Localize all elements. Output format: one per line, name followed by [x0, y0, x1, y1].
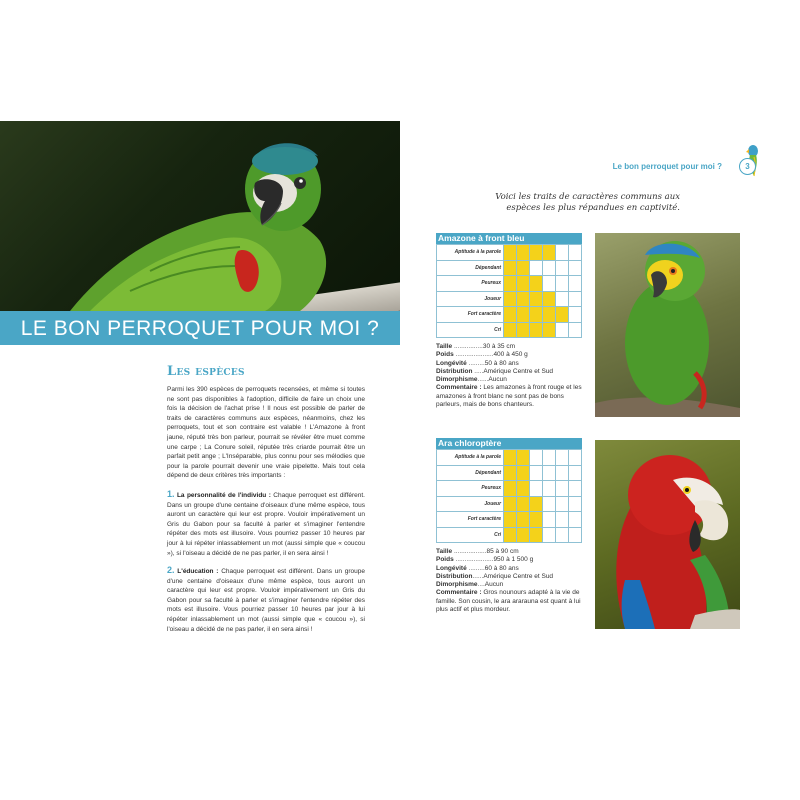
trait-level-cell	[556, 512, 569, 528]
trait-level-cell	[568, 527, 581, 543]
fact-line	[436, 565, 582, 573]
comment-key: Commentaire :	[436, 384, 482, 392]
trait-level-cell	[556, 450, 569, 466]
fact-dots: .....	[472, 367, 484, 375]
trait-level-cell	[504, 512, 517, 528]
trait-level-cell	[530, 527, 543, 543]
trait-row	[437, 291, 582, 307]
trait-level-cell	[517, 307, 530, 323]
criterion-number: 2.	[167, 565, 175, 575]
trait-row	[437, 260, 582, 276]
trait-label: Dépendant	[437, 260, 504, 276]
trait-label: Aptitude à la parole	[437, 245, 504, 261]
fact-value: 950 à 1 500 g	[493, 556, 534, 564]
trait-level-cell	[568, 276, 581, 292]
species-name: Amazone à front bleu	[436, 233, 582, 244]
trait-level-cell	[504, 481, 517, 497]
trait-level-cell	[517, 260, 530, 276]
trait-level-cell	[556, 307, 569, 323]
trait-label: Joueur	[437, 496, 504, 512]
trait-level-cell	[543, 322, 556, 338]
criterion-2	[167, 566, 365, 634]
trait-level-cell	[517, 527, 530, 543]
fact-key: Taille	[436, 548, 453, 555]
section-title: Les espèces	[167, 364, 245, 379]
fact-comment	[436, 589, 582, 614]
trait-row	[437, 527, 582, 543]
trait-row	[437, 450, 582, 466]
fact-dots: .....................	[453, 351, 494, 359]
intro-paragraph	[167, 385, 365, 481]
criterion-number: 1.	[167, 489, 175, 499]
trait-level-cell	[517, 496, 530, 512]
fact-key: Dimorphisme	[436, 376, 478, 384]
criterion-1	[167, 490, 365, 558]
criterion-lead: L'éducation :	[177, 568, 219, 575]
fact-line	[436, 548, 582, 556]
trait-level-cell	[556, 291, 569, 307]
page-number: 3	[739, 158, 756, 175]
species-facts	[436, 343, 582, 409]
trait-level-cell	[517, 291, 530, 307]
photo-ara	[595, 440, 740, 629]
fact-line	[436, 351, 582, 359]
fact-key: Dimorphisme	[436, 581, 478, 589]
trait-label: Peureux	[437, 276, 504, 292]
fact-line	[436, 368, 582, 376]
species-name: Ara chloroptère	[436, 438, 582, 449]
fact-value: 85 à 90 cm	[486, 548, 519, 555]
trait-level-cell	[517, 450, 530, 466]
trait-level-cell	[543, 276, 556, 292]
trait-level-cell	[504, 245, 517, 261]
hero-photo-parrot	[0, 121, 400, 311]
trait-level-cell	[556, 481, 569, 497]
trait-label: Fort caractère	[437, 512, 504, 528]
trait-level-cell	[504, 291, 517, 307]
trait-label: Cri	[437, 322, 504, 338]
trait-label: Fort caractère	[437, 307, 504, 323]
trait-level-cell	[543, 512, 556, 528]
fact-key: Poids	[436, 556, 454, 564]
trait-level-cell	[543, 245, 556, 261]
fact-line	[436, 343, 582, 351]
fact-key: Taille	[436, 343, 453, 350]
trait-label: Aptitude à la parole	[437, 450, 504, 466]
species-card-amazone	[436, 233, 582, 409]
fact-line	[436, 360, 582, 368]
trait-level-cell	[504, 276, 517, 292]
trait-row	[437, 496, 582, 512]
trait-level-cell	[517, 465, 530, 481]
trait-level-cell	[556, 245, 569, 261]
left-page	[0, 121, 400, 644]
trait-level-cell	[543, 260, 556, 276]
trait-level-cell	[543, 481, 556, 497]
trait-level-cell	[543, 527, 556, 543]
trait-level-cell	[530, 276, 543, 292]
trait-level-cell	[568, 450, 581, 466]
fact-dots: ....	[477, 581, 485, 589]
trait-level-cell	[504, 527, 517, 543]
trait-row	[437, 245, 582, 261]
trait-level-cell	[517, 481, 530, 497]
trait-level-cell	[517, 512, 530, 528]
trait-level-cell	[556, 322, 569, 338]
fact-dots: ......	[472, 572, 484, 580]
trait-level-cell	[530, 322, 543, 338]
trait-level-cell	[568, 496, 581, 512]
fact-value: 400 à 450 g	[493, 351, 528, 359]
species-card-ara	[436, 438, 582, 614]
trait-level-cell	[568, 245, 581, 261]
trait-level-cell	[504, 465, 517, 481]
trait-level-cell	[543, 291, 556, 307]
trait-level-cell	[530, 481, 543, 497]
fact-dots: .........	[466, 359, 485, 367]
criterion-text: Chaque perroquet est différent. Dans un groupe d'une centaine d'oiseaux d'une même espèce, tous auront un caractère qui leur est propre. Vouloir impérativement un Gris du Gabon pour sa faculté à parler et s'imaginer l'entendre répéter des mots est illusoire. Vous pourriez passer 10 heures par jour à lui répéter inlassablement un mot (aussi simple que « coucou »), si l'oiseau a décidé de ne pas parler, il en sera ainsi !	[167, 568, 365, 633]
trait-level-cell	[504, 322, 517, 338]
comment-text: Gros nounours adapté à la vie de famille. Son cousin, le ara ararauna est quant à lui plus actif et plus mordeur.	[436, 589, 581, 614]
fact-dots: .........	[466, 564, 485, 572]
page-title: LE BON PERROQUET POUR MOI ?	[20, 317, 380, 340]
trait-level-cell	[568, 260, 581, 276]
fact-value: Aucun	[484, 581, 504, 589]
trait-row	[437, 512, 582, 528]
trait-level-cell	[556, 465, 569, 481]
trait-label: Dépendant	[437, 465, 504, 481]
trait-level-cell	[517, 276, 530, 292]
trait-level-cell	[568, 307, 581, 323]
trait-level-cell	[543, 450, 556, 466]
fact-key: Longévité	[436, 359, 467, 367]
trait-level-cell	[543, 307, 556, 323]
trait-row	[437, 465, 582, 481]
trait-label: Cri	[437, 527, 504, 543]
fact-line	[436, 376, 582, 384]
trait-level-cell	[556, 260, 569, 276]
trait-row	[437, 276, 582, 292]
fact-value: Amérique Centre et Sud	[483, 367, 554, 375]
fact-key: Longévité	[436, 564, 467, 572]
trait-label: Peureux	[437, 481, 504, 497]
trait-level-cell	[568, 322, 581, 338]
fact-comment	[436, 384, 582, 409]
fact-dots: ......	[477, 376, 489, 384]
trait-level-cell	[556, 496, 569, 512]
fact-key: Distribution	[436, 367, 473, 375]
title-band	[0, 311, 400, 345]
trait-level-cell	[504, 307, 517, 323]
running-head: Le bon perroquet pour moi ?	[612, 162, 722, 171]
trait-row	[437, 481, 582, 497]
trait-table	[436, 244, 582, 338]
fact-key: Poids	[436, 351, 454, 359]
trait-level-cell	[504, 496, 517, 512]
trait-row	[437, 307, 582, 323]
trait-level-cell	[530, 260, 543, 276]
species-facts	[436, 548, 582, 614]
trait-level-cell	[530, 291, 543, 307]
trait-level-cell	[530, 307, 543, 323]
fact-value: Amérique Centre et Sud	[483, 572, 554, 580]
trait-level-cell	[530, 245, 543, 261]
trait-level-cell	[530, 450, 543, 466]
trait-level-cell	[568, 291, 581, 307]
trait-level-cell	[543, 465, 556, 481]
intro-text: Voici les traits de caractères communs aux espèces les plus répandues en captivité.	[495, 192, 680, 213]
fact-key: Distribution	[436, 572, 473, 580]
right-page	[400, 121, 800, 644]
fact-value: 50 à 80 ans	[484, 359, 519, 367]
fact-line	[436, 581, 582, 589]
trait-level-cell	[556, 527, 569, 543]
fact-dots: .....................	[453, 556, 494, 564]
trait-row	[437, 322, 582, 338]
fact-value: 30 à 35 cm	[482, 343, 516, 350]
fact-dots: ................	[452, 343, 483, 350]
trait-level-cell	[530, 512, 543, 528]
paragraph-text: Parmi les 390 espèces de perroquets recensées, et même si toutes ne sont pas disponibles à l'adoption, difficile de faire un choix une fois la décision de l'achat prise ! Il nous est possible de parler de traits de caractères communs aux espèces, néanmoins, chez les perroquets, tout et son contraire est valable ! L'Amazone à front jaune, réputé très bon parleur, pourrait se révéler être muet comme une carpe ; La Conure soleil, réputée très criarde pourrait être un parfait petit ange ; L'Inséparable, plus connu pour ses mélodies que pour la parole pourrait devenir une vraie pipelette. Mais tout cela dépend de deux critères très importants :	[167, 386, 365, 480]
trait-level-cell	[517, 245, 530, 261]
trait-level-cell	[568, 512, 581, 528]
trait-level-cell	[530, 496, 543, 512]
fact-line	[436, 573, 582, 581]
fact-line	[436, 556, 582, 564]
fact-value: 60 à 80 ans	[484, 564, 519, 572]
green-macaw-illustration	[0, 121, 400, 311]
trait-level-cell	[543, 496, 556, 512]
trait-label: Joueur	[437, 291, 504, 307]
fact-dots: ..................	[452, 548, 487, 555]
trait-level-cell	[504, 450, 517, 466]
trait-level-cell	[517, 322, 530, 338]
trait-level-cell	[530, 465, 543, 481]
criterion-lead: La personnalité de l'individu :	[176, 492, 271, 499]
trait-level-cell	[568, 465, 581, 481]
comment-text: Les amazones à front rouge et les amazones à front blanc ne sont pas de bons parleurs, mais de bons chanteurs.	[436, 384, 582, 409]
trait-level-cell	[556, 276, 569, 292]
comment-key: Commentaire :	[436, 589, 482, 597]
fact-value: Aucun	[488, 376, 507, 384]
trait-table	[436, 449, 582, 543]
photo-amazone	[595, 233, 740, 417]
trait-level-cell	[568, 481, 581, 497]
criterion-text: Chaque perroquet est différent. Dans un groupe d'une centaine d'oiseaux d'une même espèce, tous auront un caractère qui leur est propre. Vouloir impérativement un Gris du Gabon pour sa faculté à parler et s'imaginer l'entendre répéter des mots est illusoire. Vous pourriez passer 10 heures par jour à lui répéter inlassablement un mot (aussi simple que « coucou »), si l'oiseau a décidé de ne pas parler, il en sera ainsi !	[167, 492, 365, 557]
trait-level-cell	[504, 260, 517, 276]
